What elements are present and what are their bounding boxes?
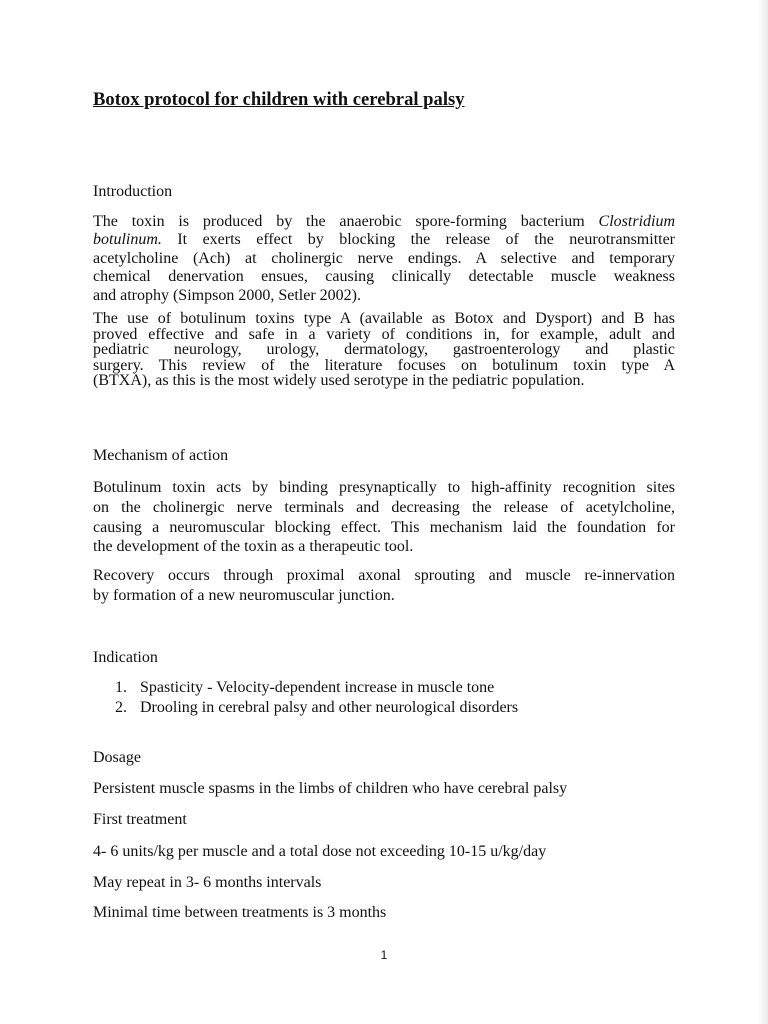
dosage-line-repeat: May repeat in 3- 6 months intervals [93, 874, 322, 891]
section-heading-indication: Indication [93, 649, 158, 666]
text-line: causing a neuromuscular blocking effect. This mechanism laid the foundation for [93, 518, 675, 536]
text-line: and atrophy (Simpson 2000, Setler 2002). [93, 286, 361, 304]
list-item [115, 698, 675, 718]
text-line: surgery. This review of the literature focuses on botulinum toxin type A [93, 356, 675, 374]
document-title: Botox protocol for children with cerebral palsy [93, 89, 465, 110]
text-line: acetylcholine (Ach) at cholinergic nerve endings. A selective and temporary [93, 249, 675, 267]
dosage-line-dose: 4- 6 units/kg per muscle and a total dose not exceeding 10-15 u/kg/day [93, 843, 547, 860]
dosage-line-first-treatment: First treatment [93, 811, 187, 828]
dosage-line-minimal-time: Minimal time between treatments is 3 months [93, 904, 387, 921]
mechanism-paragraph-2 [93, 566, 675, 606]
text-line: by formation of a new neuromuscular junction. [93, 586, 395, 604]
list-item-text: Drooling in cerebral palsy and other neurological disorders [140, 699, 519, 716]
text-line: on the cholinergic nerve terminals and decreasing the release of acetylcholine, [93, 498, 675, 516]
text-line: Botulinum toxin acts by binding presynaptically to high-affinity recognition sites [93, 479, 675, 496]
text-line: The toxin is produced by the anaerobic spore-forming bacterium Clostridium [93, 213, 676, 230]
text-line: proved effective and safe in a variety of conditions in, for example, adult and [93, 325, 675, 343]
dosage-line-indication: Persistent muscle spasms in the limbs of children who have cerebral palsy [93, 780, 568, 797]
section-heading-mechanism: Mechanism of action [93, 447, 229, 464]
text-line: (BTXA), as this is the most widely used serotype in the pediatric population. [93, 372, 585, 390]
page-number: 1 [380, 948, 388, 962]
list-item-text: Spasticity - Velocity-dependent increase in muscle tone [140, 679, 495, 696]
text-line: the development of the toxin as a therapeutic tool. [93, 538, 414, 556]
page-edge-shadow [758, 0, 768, 1024]
introduction-paragraph-2 [93, 311, 675, 389]
mechanism-paragraph-1 [93, 478, 675, 557]
text-line: pediatric neurology, urology, dermatology, gastroenterology and plastic [93, 341, 675, 359]
introduction-paragraph-1 [93, 213, 675, 305]
section-heading-introduction: Introduction [93, 183, 173, 200]
list-item [115, 678, 675, 698]
text-line: The use of botulinum toxins type A (available as Botox and Dysport) and B has [93, 310, 675, 327]
text-line: botulinum. It exerts effect by blocking the release of the neurotransmitter [93, 231, 676, 249]
list-item-number: 2. [115, 699, 127, 716]
text-line: Recovery occurs through proximal axonal sprouting and muscle re-innervation [93, 567, 675, 584]
indication-list [115, 678, 675, 718]
section-heading-dosage: Dosage [93, 749, 141, 766]
text-line: chemical denervation ensues, causing clinically detectable muscle weakness [93, 268, 675, 286]
list-item-number: 1. [115, 679, 127, 696]
